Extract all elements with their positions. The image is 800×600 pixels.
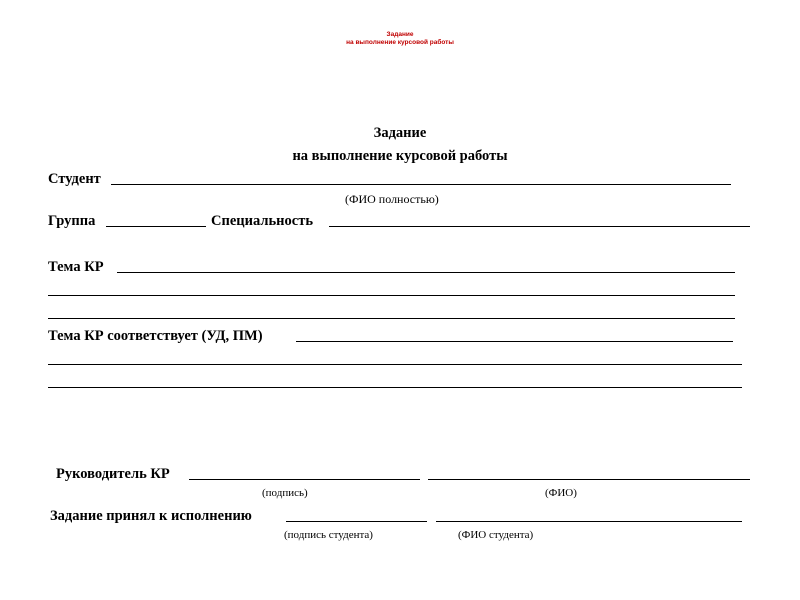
signature-note: (подпись) [262,487,308,499]
accepted-label: Задание принял к исполнению [50,508,252,524]
fio-note: (ФИО полностью) [345,192,439,206]
specialty-label: Специальность [211,213,313,229]
group-label: Группа [48,213,96,229]
supervisor-label: Руководитель КР [56,466,170,482]
topic-label: Тема КР [48,259,104,275]
supervisor-signature-field[interactable] [189,479,420,480]
header-small-subtitle: на выполнение курсовой работы [346,39,454,46]
topic-matches-field-line-1[interactable] [296,341,733,342]
topic-matches-label: Тема КР соответствует (УД, ПМ) [48,328,263,344]
page-subtitle: на выполнение курсовой работы [292,148,508,164]
student-fio-field[interactable] [436,521,742,522]
student-signature-note: (подпись студента) [284,529,373,541]
student-field[interactable] [111,184,731,185]
student-label: Студент [48,171,101,187]
topic-field-line-1[interactable] [117,272,735,273]
topic-matches-field-line-2[interactable] [48,364,742,365]
topic-field-line-2[interactable] [48,295,735,296]
header-small-title: Задание [386,31,414,38]
supervisor-fio-field[interactable] [428,479,750,480]
student-fio-note: (ФИО студента) [458,529,534,541]
group-field[interactable] [106,226,206,227]
page-title: Задание [373,125,427,141]
student-signature-field[interactable] [286,521,427,522]
topic-matches-field-line-3[interactable] [48,387,742,388]
topic-field-line-3[interactable] [48,318,735,319]
fio-short-note: (ФИО) [545,487,577,499]
specialty-field[interactable] [329,226,750,227]
